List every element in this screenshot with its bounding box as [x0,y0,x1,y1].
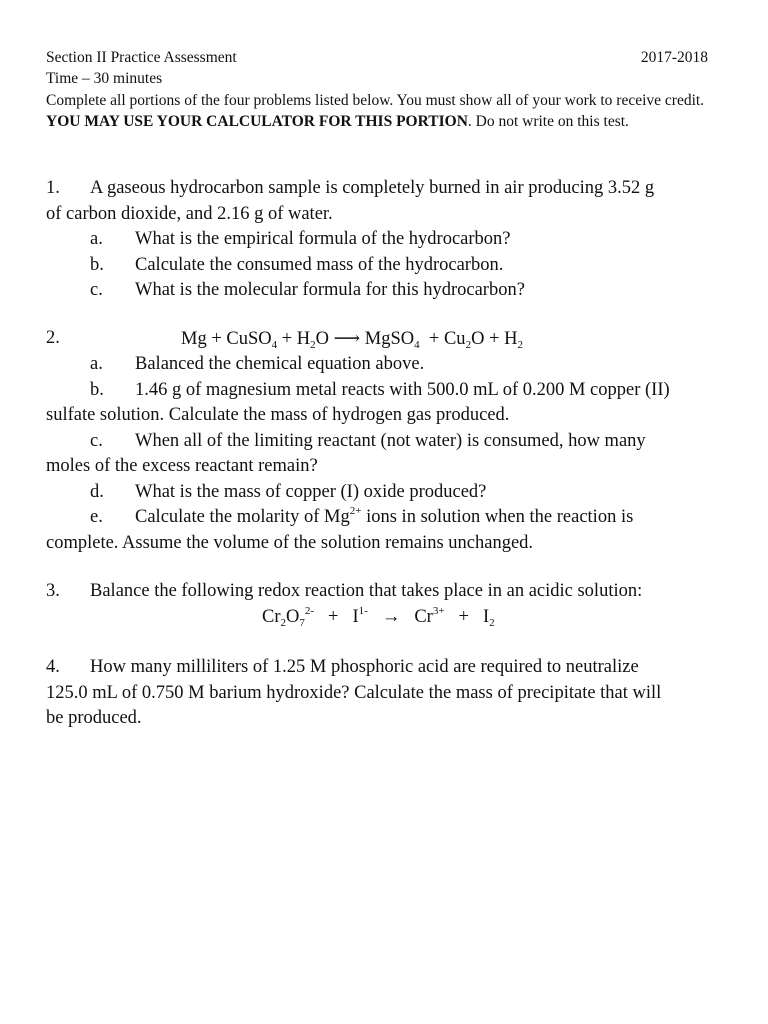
q2d-text: What is the mass of copper (I) oxide produced? [135,481,487,502]
q2c-text-cont: moles of the excess reactant remain? [46,456,318,476]
q1-text-cont: of carbon dioxide, and 2.16 g of water. [46,203,333,224]
question-4 [46,655,726,732]
eq-term: + Cu [419,329,466,349]
q2e-letter: e. [90,507,103,527]
eq-superscript: 3+ [432,605,445,617]
q1b-letter: b. [90,254,104,275]
question-3 [46,579,726,605]
eq-subscript: 2 [465,339,472,351]
eq-term: O ⟶ MgSO [315,329,415,349]
q4-text-end: be produced. [46,708,142,728]
eq-term: Cr [262,607,281,627]
q2b-text-cont: sulfate solution. Calculate the mass of hydrogen gas produced. [46,405,510,425]
instructions-text-end: . Do not write on this test. [467,113,629,130]
q2e-text: Calculate the molarity of Mg [135,507,350,527]
eq-operator: + [328,607,339,627]
q3-text: Balance the following redox reaction that takes place in an acidic solution: [90,581,643,601]
eq-term: + H [277,329,311,349]
q2b-text: 1.46 g of magnesium metal reacts with 500.0 mL of 0.200 M copper (II) [135,379,670,400]
eq-subscript: 2 [310,339,316,351]
eq-subscript: 2 [517,339,523,351]
eq-term: O [286,607,300,627]
q2e-text-post: ions in solution when the reaction is [361,507,634,527]
eq-superscript: 2- [304,605,315,617]
q1-text: A gaseous hydrocarbon sample is completely burned in air producing 3.52 g [90,178,655,198]
eq-operator: + [458,607,469,627]
q2a-text: Balanced the chemical equation above. [135,354,425,374]
school-year: 2017-2018 [640,49,708,66]
q3-redox-equation [262,605,495,630]
eq-subscript: 2 [489,617,495,629]
eq-term: Mg + CuSO [181,329,272,349]
q4-text: How many milliliters of 1.25 M phosphoric acid are required to neutralize [90,657,639,677]
section-title: Section II Practice Assessment [46,49,237,66]
instructions-bold: YOU MAY USE YOUR CALCULATOR FOR THIS PORTION [46,113,468,130]
q2c-letter: c. [90,430,103,451]
q2-chemical-equation [181,327,523,352]
q1b-text: Calculate the consumed mass of the hydrocarbon. [135,254,504,275]
eq-term: I [482,607,490,627]
eq-arrow: → [381,607,401,627]
q2a-letter: a. [90,354,103,374]
eq-term: I [352,607,359,627]
eq-term: Cr [414,607,433,627]
q1c-text: What is the molecular formula for this hydrocarbon? [135,280,525,300]
q2c-text: When all of the limiting reactant (not water) is consumed, how many [135,430,646,451]
q2-number: 2. [46,328,60,348]
question-1 [46,176,726,304]
eq-subscript: 2 [280,617,286,629]
eq-superscript: 1- [358,605,368,617]
eq-subscript: 4 [414,339,420,351]
eq-subscript: 4 [271,339,278,351]
q1c-letter: c. [90,280,103,300]
q3-number: 3. [46,581,60,601]
q4-number: 4. [46,657,60,677]
q4-text-cont: 125.0 mL of 0.750 M barium hydroxide? Calculate the mass of precipitate that will [46,682,662,703]
instructions-text: Complete all portions of the four problems listed below. You must show all of your work to receive credit. [46,92,705,109]
q2e-text-cont: complete. Assume the volume of the solution remains unchanged. [46,532,534,553]
question-2-parts [46,352,726,556]
q1-number: 1. [46,178,60,198]
q2e-superscript: 2+ [349,505,362,517]
q1a-text: What is the empirical formula of the hydrocarbon? [135,229,511,249]
instructions [46,90,726,132]
q1a-letter: a. [90,229,103,249]
eq-term: O + H [471,329,518,349]
q2b-letter: b. [90,379,104,400]
q2d-letter: d. [90,481,104,502]
eq-subscript: 7 [299,617,305,629]
time-limit: Time – 30 minutes [46,70,163,87]
